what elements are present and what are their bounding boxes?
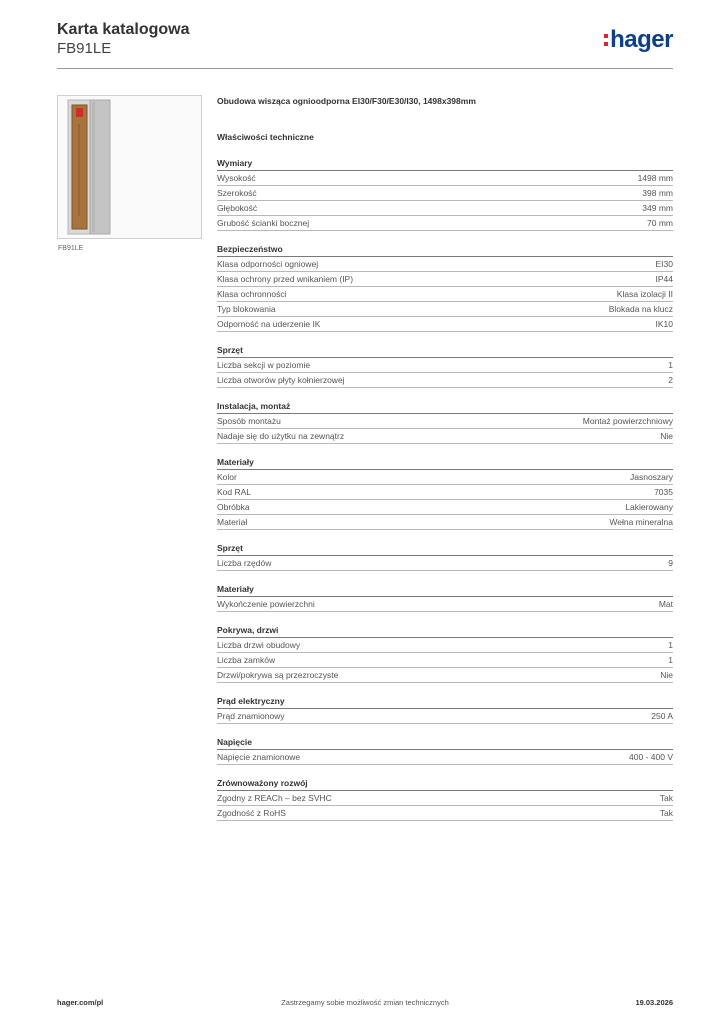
spec-label: Klasa ochronności [217, 289, 287, 299]
spec-value: Nie [660, 431, 673, 441]
spec-label: Liczba drzwi obudowy [217, 640, 301, 650]
spec-row [217, 806, 673, 821]
document-title: Karta katalogowa [57, 21, 190, 38]
spec-row [217, 709, 673, 724]
product-code: FB91LE [57, 40, 112, 57]
spec-label: Zgodność z RoHS [217, 808, 286, 818]
section-title: Sprzęt [217, 542, 673, 556]
spec-row [217, 515, 673, 530]
spec-row [217, 638, 673, 653]
spec-row [217, 429, 673, 444]
footer-notice: Zastrzegamy sobie możliwość zmian technicznych [281, 998, 449, 1007]
spec-value: Nie [660, 670, 673, 680]
spec-row [217, 556, 673, 571]
product-image [57, 95, 202, 239]
spec-value: Klasa izolacji II [616, 289, 673, 299]
spec-value: 2 [668, 375, 673, 385]
spec-label: Głębokość [217, 203, 258, 213]
spec-row [217, 470, 673, 485]
spec-section [217, 583, 673, 612]
spec-value: 1 [668, 360, 673, 370]
technical-properties-title: Właściwości techniczne [217, 132, 314, 142]
section-title: Instalacja, montaż [217, 400, 673, 414]
section-title: Materiały [217, 456, 673, 470]
spec-label: Kod RAL [217, 487, 252, 497]
spec-label: Liczba rzędów [217, 558, 272, 568]
main-content [217, 95, 673, 821]
section-title: Zrównoważony rozwój [217, 777, 673, 791]
spec-row [217, 216, 673, 231]
header-divider [57, 68, 673, 69]
spec-label: Drzwi/pokrywa są przezroczyste [217, 670, 339, 680]
spec-value: 9 [668, 558, 673, 568]
logo-text: hager [610, 26, 673, 53]
spec-value: Mat [658, 599, 673, 609]
spec-row [217, 500, 673, 515]
spec-value: Tak [659, 793, 673, 803]
spec-value: Blokada na klucz [608, 304, 673, 314]
spec-row [217, 653, 673, 668]
spec-row [217, 373, 673, 388]
spec-label: Nadaje się do użytku na zewnątrz [217, 431, 345, 441]
spec-value: 1498 mm [637, 173, 673, 183]
spec-value: Lakierowany [625, 502, 673, 512]
spec-label: Prąd znamionowy [217, 711, 285, 721]
spec-value: IK10 [655, 319, 673, 329]
section-title: Materiały [217, 583, 673, 597]
spec-row [217, 302, 673, 317]
footer-website-link[interactable]: hager.com/pl [57, 998, 104, 1007]
enclosure-illustration-icon [58, 96, 201, 238]
spec-row [217, 485, 673, 500]
spec-value: Jasnoszary [630, 472, 673, 482]
spec-section [217, 736, 673, 765]
spec-label: Wykończenie powierzchni [217, 599, 315, 609]
spec-value: 7035 [654, 487, 673, 497]
spec-row [217, 668, 673, 683]
spec-label: Liczba sekcji w poziomie [217, 360, 311, 370]
spec-label: Grubość ścianki bocznej [217, 218, 310, 228]
spec-row [217, 597, 673, 612]
spec-value: Tak [659, 808, 673, 818]
spec-row [217, 257, 673, 272]
spec-section [217, 400, 673, 444]
spec-section [217, 542, 673, 571]
spec-label: Obróbka [217, 502, 250, 512]
spec-value: 349 mm [642, 203, 673, 213]
spec-row [217, 186, 673, 201]
spec-value: Montaż powierzchniowy [582, 416, 673, 426]
spec-section [217, 344, 673, 388]
section-title: Bezpieczeństwo [217, 243, 673, 257]
spec-label: Materiał [217, 517, 248, 527]
spec-label: Klasa ochrony przed wnikaniem (IP) [217, 274, 354, 284]
spec-row [217, 317, 673, 332]
spec-label: Liczba otworów płyty kołnierzowej [217, 375, 345, 385]
spec-label: Wysokość [217, 173, 256, 183]
spec-sections [217, 157, 673, 821]
section-title: Sprzęt [217, 344, 673, 358]
spec-value: 1 [668, 655, 673, 665]
spec-section [217, 456, 673, 530]
spec-value: 1 [668, 640, 673, 650]
spec-section [217, 624, 673, 683]
spec-section [217, 695, 673, 724]
section-title: Napięcie [217, 736, 673, 750]
spec-section [217, 777, 673, 821]
spec-label: Liczba zamków [217, 655, 276, 665]
spec-row [217, 358, 673, 373]
spec-label: Odporność na uderzenie IK [217, 319, 321, 329]
spec-label: Napięcie znamionowe [217, 752, 301, 762]
page-header [57, 20, 673, 68]
image-caption: FB91LE [58, 245, 84, 252]
spec-label: Kolor [217, 472, 237, 482]
spec-section [217, 157, 673, 231]
spec-value: IP44 [655, 274, 673, 284]
spec-row [217, 287, 673, 302]
product-description: Obudowa wisząca ognioodporna EI30/F30/E30/I30, 1498x398mm [217, 96, 476, 106]
hager-logo[interactable] [604, 26, 673, 54]
spec-value: 70 mm [647, 218, 673, 228]
section-title: Prąd elektryczny [217, 695, 673, 709]
spec-label: Zgodny z REACh – bez SVHC [217, 793, 332, 803]
footer-date: 19.03.2026 [635, 998, 673, 1007]
spec-label: Klasa odporności ogniowej [217, 259, 319, 269]
spec-label: Typ blokowania [217, 304, 276, 314]
spec-section [217, 243, 673, 332]
spec-value: 400 - 400 V [629, 752, 673, 762]
spec-row [217, 414, 673, 429]
section-title: Wymiary [217, 157, 673, 171]
spec-row [217, 791, 673, 806]
section-title: Pokrywa, drzwi [217, 624, 673, 638]
spec-row [217, 171, 673, 186]
spec-value: EI30 [655, 259, 673, 269]
spec-row [217, 750, 673, 765]
spec-value: Wełna mineralna [609, 517, 673, 527]
spec-value: 250 A [651, 711, 673, 721]
spec-row [217, 201, 673, 216]
spec-label: Szerokość [217, 188, 257, 198]
spec-row [217, 272, 673, 287]
spec-value: 398 mm [642, 188, 673, 198]
spec-label: Sposób montażu [217, 416, 281, 426]
logo-dots-icon [604, 32, 608, 48]
